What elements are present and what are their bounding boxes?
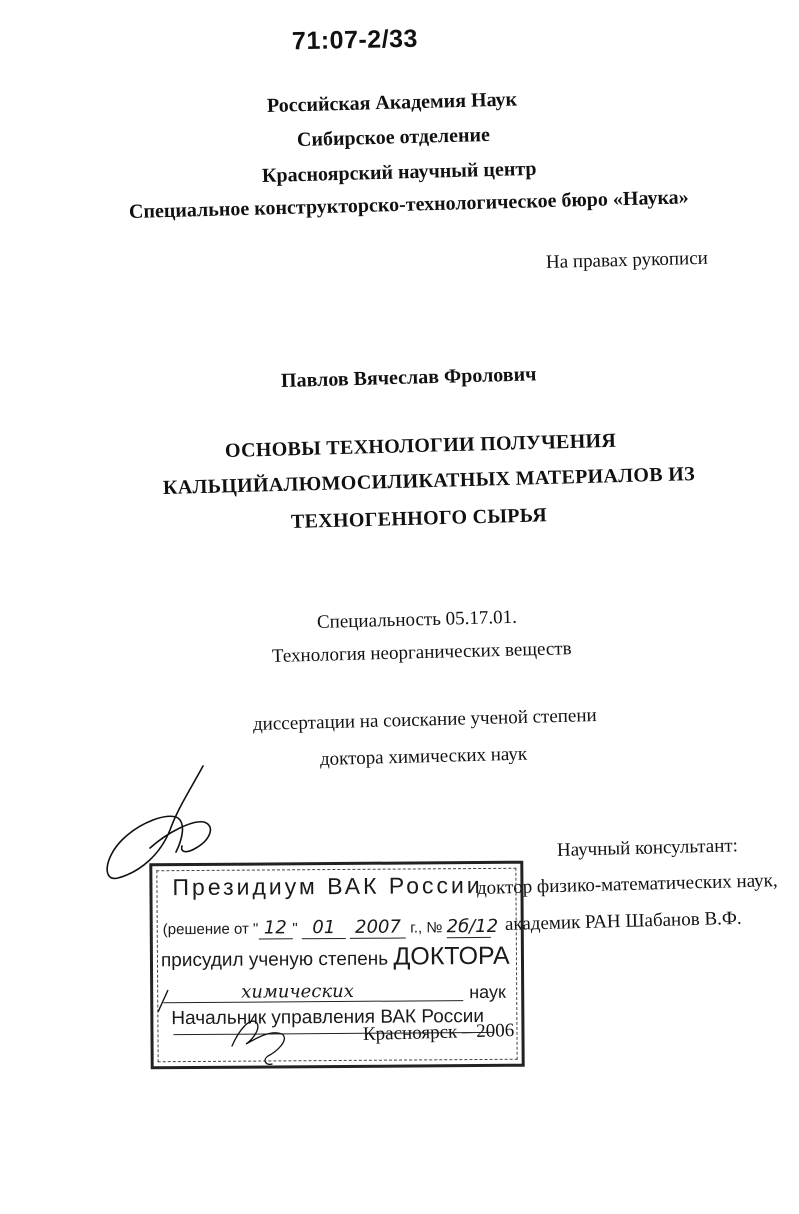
author-name: Павлов Вячеслав Фролович [280, 363, 537, 392]
specialty-name: Технология неорганических веществ [271, 638, 572, 667]
manuscript-note: На правах рукописи [545, 247, 709, 273]
city-year: Красноярск – 2006 [362, 1020, 515, 1045]
consultant-title: доктор физико-математических наук, [476, 870, 778, 899]
author-signature [107, 766, 210, 878]
consultant-label: Научный консультант: [556, 835, 739, 861]
org-academy: Российская Академия Наук [266, 88, 518, 117]
registry-code: 71:07-2/33 [291, 24, 419, 56]
title-line-2: КАЛЬЦИЙАЛЮМОСИЛИКАТНЫХ МАТЕРИАЛОВ ИЗ [162, 463, 696, 499]
degree-word: ДОКТОРА [393, 941, 510, 971]
org-center: Красноярский научный центр [261, 157, 537, 187]
field-handwritten: химических [241, 980, 354, 1003]
decision-month: 01 [302, 917, 346, 939]
degree-line-2: доктора химических наук [319, 743, 528, 770]
org-bureau: Специальное конструкторско-технологическое бюро «Наука» [128, 186, 689, 223]
title-line-1: ОСНОВЫ ТЕХНОЛОГИИ ПОЛУЧЕНИЯ [224, 429, 617, 462]
decision-number: 2б/12 [446, 915, 499, 938]
stamp-decision: (решение от " 12 " 01 2007 г., № 2б/12 [162, 915, 499, 939]
field-suffix: наук [469, 981, 506, 1003]
stamp-slash [158, 990, 168, 1012]
consultant-name: академик РАН Шабанов В.Ф. [504, 907, 742, 935]
stamp-chief: Начальник управления ВАК России [171, 1005, 485, 1030]
specialty-code: Специальность 05.17.01. [316, 606, 518, 633]
decision-year: 2007 [350, 917, 406, 939]
award-text: присудил ученую степень [160, 948, 389, 972]
stamp-title: Президиум ВАК России [172, 871, 483, 901]
degree-line-1: диссертации на соискание ученой степени [252, 705, 597, 735]
decision-prefix: (решение от " [162, 920, 259, 939]
org-branch: Сибирское отделение [296, 123, 491, 151]
chief-signature [232, 1021, 284, 1064]
title-line-3: ТЕХНОГЕННОГО СЫРЬЯ [290, 504, 548, 533]
decision-day: 12 [258, 917, 292, 939]
decision-number-prefix: г., № [410, 919, 443, 937]
